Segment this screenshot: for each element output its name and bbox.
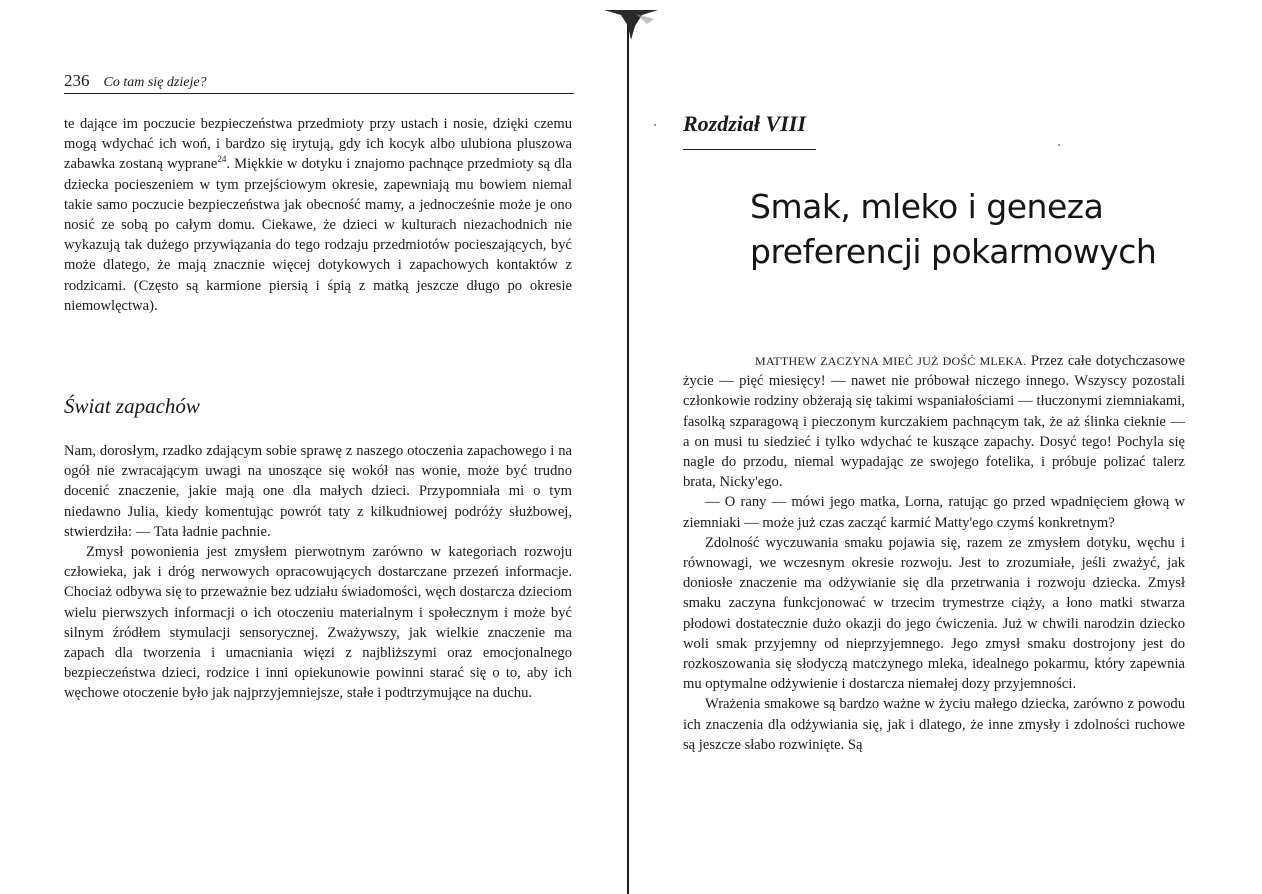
paragraph: — O rany — mówi jego matka, Lorna, ratując go przed wpadnięciem głową w ziemniaki — może już czas zacząć karmić Matty'ego czymś konkretnym? [683,494,1185,531]
continued-paragraph [64,114,572,316]
chapter-title-line: preferencji pokarmowych [750,232,1157,271]
footnote-reference: 24 [217,154,227,165]
paragraph-text: te dające im poczucie bezpieczeństwa przedmioty przy ustach i nosie, dzięki czemu mogą wdychać ich woń, i bardzo się irytują, gdy ich kocyk albo ulubiona pluszowa zabawka zostaną wyprane [64,116,572,173]
left-page [0,0,620,894]
running-title: Co tam się dzieje? [103,75,207,90]
right-page [630,0,1262,894]
paragraph: Wrażenia smakowe są bardzo ważne w życiu małego dziecka, zarówno z powodu ich znaczenia dla odżywiania się, jak i dlatego, że inne zmysły i zdolności ruchowe są jeszcze słabo rozwinięte. Są [683,696,1185,753]
chapter-title-line: Smak, mleko i geneza [750,187,1104,226]
chapter-body [683,351,1185,755]
running-head [64,71,574,94]
section-heading: Świat zapachów [64,394,200,418]
chapter-rule [683,149,816,150]
paragraph: Nam, dorosłym, rzadko zdającym sobie sprawę z naszego otoczenia zapachowego i na ogół nie zwracającym uwagi na unoszące się wokół nas wonie, może być trudno docenić znaczenie, jakie mają one dla małych dzieci. Przypomniała mi o tym niedawno Julia, kiedy komentując powrót taty z kilkudniowej podróży służbowej, stwierdziła: — Tata ładnie pachnie. [64,443,572,540]
paragraph-text-rest: . Miękkie w dotyku i znajomo pachnące przedmioty są dla dziecka pocieszeniem w tym przejściowym okresie, zapewniają mu bowiem niemal takie samo poczucie bezpieczeństwa jak obecność mamy, a jednocześnie może je ono nosić ze sobą po całym domu. Ciekawe, że dzieci w kulturach niezachodnich nie wykazują tak dużego przywiązania do tego rodzaju przedmiotów pocieszających, być może dlatego, że mają znacznie więcej dotykowych i zapachowych kontaktów z rodzicami. (Często są karmione piersią i śpią z matką jeszcze długo po okresie niemowlęctwa). [64,156,573,314]
chapter-title [750,184,1220,274]
section-body [64,441,572,704]
paragraph: Zmysł powonienia jest zmysłem pierwotnym zarówno w kategoriach rozwoju człowieka, jak i dróg nerwowych opracowujących dostarczane przezeń informacje. Chociaż odbywa się to przeważnie bez udziału świadomości, węch dostarcza dzieciom wielu pierwszych informacji o ich otoczeniu materialnym i społecznym i może być silnym źródłem stymulacji sensorycznej. Zważywszy, jak wielkie znaczenie ma zapach dla tworzenia i umacniania więzi z najbliższymi oraz emocjonalnego bezpieczeństwa dzieci, rodzice i inni opiekunowie powinni starać się o to, aby ich węchowe otoczenie było jak najprzyjemniejsze, stałe i podtrzymujące na duchu. [64,544,572,702]
page-number: 236 [64,71,90,90]
scan-speck [1058,144,1060,146]
lead-in: MATTHEW ZACZYNA MIEĆ JUŻ DOŚĆ MLEKA. [755,354,1027,368]
opening-paragraph [683,351,1185,492]
chapter-label: Rozdział VIII [683,111,806,136]
book-spine [627,22,629,894]
paragraph: Zdolność wyczuwania smaku pojawia się, razem ze zmysłem dotyku, węchu i równowagi, we wczesnym okresie rozwoju. Jest to zrozumiałe, jeśli zważyć, jak doniosłe znaczenie ma odżywianie się dla przetrwania i rozwoju dziecka. Zmysł smaku zaczyna funkcjonować w trzecim trymestrze ciąży, a łono matki stwarza płodowi dostatecznie dużo okazji do jego ćwiczenia. Już w chwili narodzin dziecko woli smak przyjemny od nieprzyjemnego. Jego zmysł smaku dostrojony jest do rozkoszowania się słodyczą matczynego mleka, idealnego pokarmu, który zapewnia mu optymalne odżywienie i dostarcza niemałej dozy przyjemności. [683,534,1185,693]
scan-speck [654,124,656,126]
opening-paragraph-text: Przez całe dotychczasowe życie — pięć miesięcy! — nawet nie próbował niczego innego. Wszyscy pozostali członkowie rodziny obżerają się takimi wspaniałościami — tłuczonymi ziemniakami, fasolką szparagową i pieczonym kurczakiem pachnącym tak, że aż ślinka cieknie — a on musi tu siedzieć i tylko wdychać te kuszące zapachy. Dosyć tego! Pochyla się nagle do przodu, niemal wypadając ze swojego fotelika, i próbuje polizać talerz brata, Nicky'ego. [683,353,1185,491]
